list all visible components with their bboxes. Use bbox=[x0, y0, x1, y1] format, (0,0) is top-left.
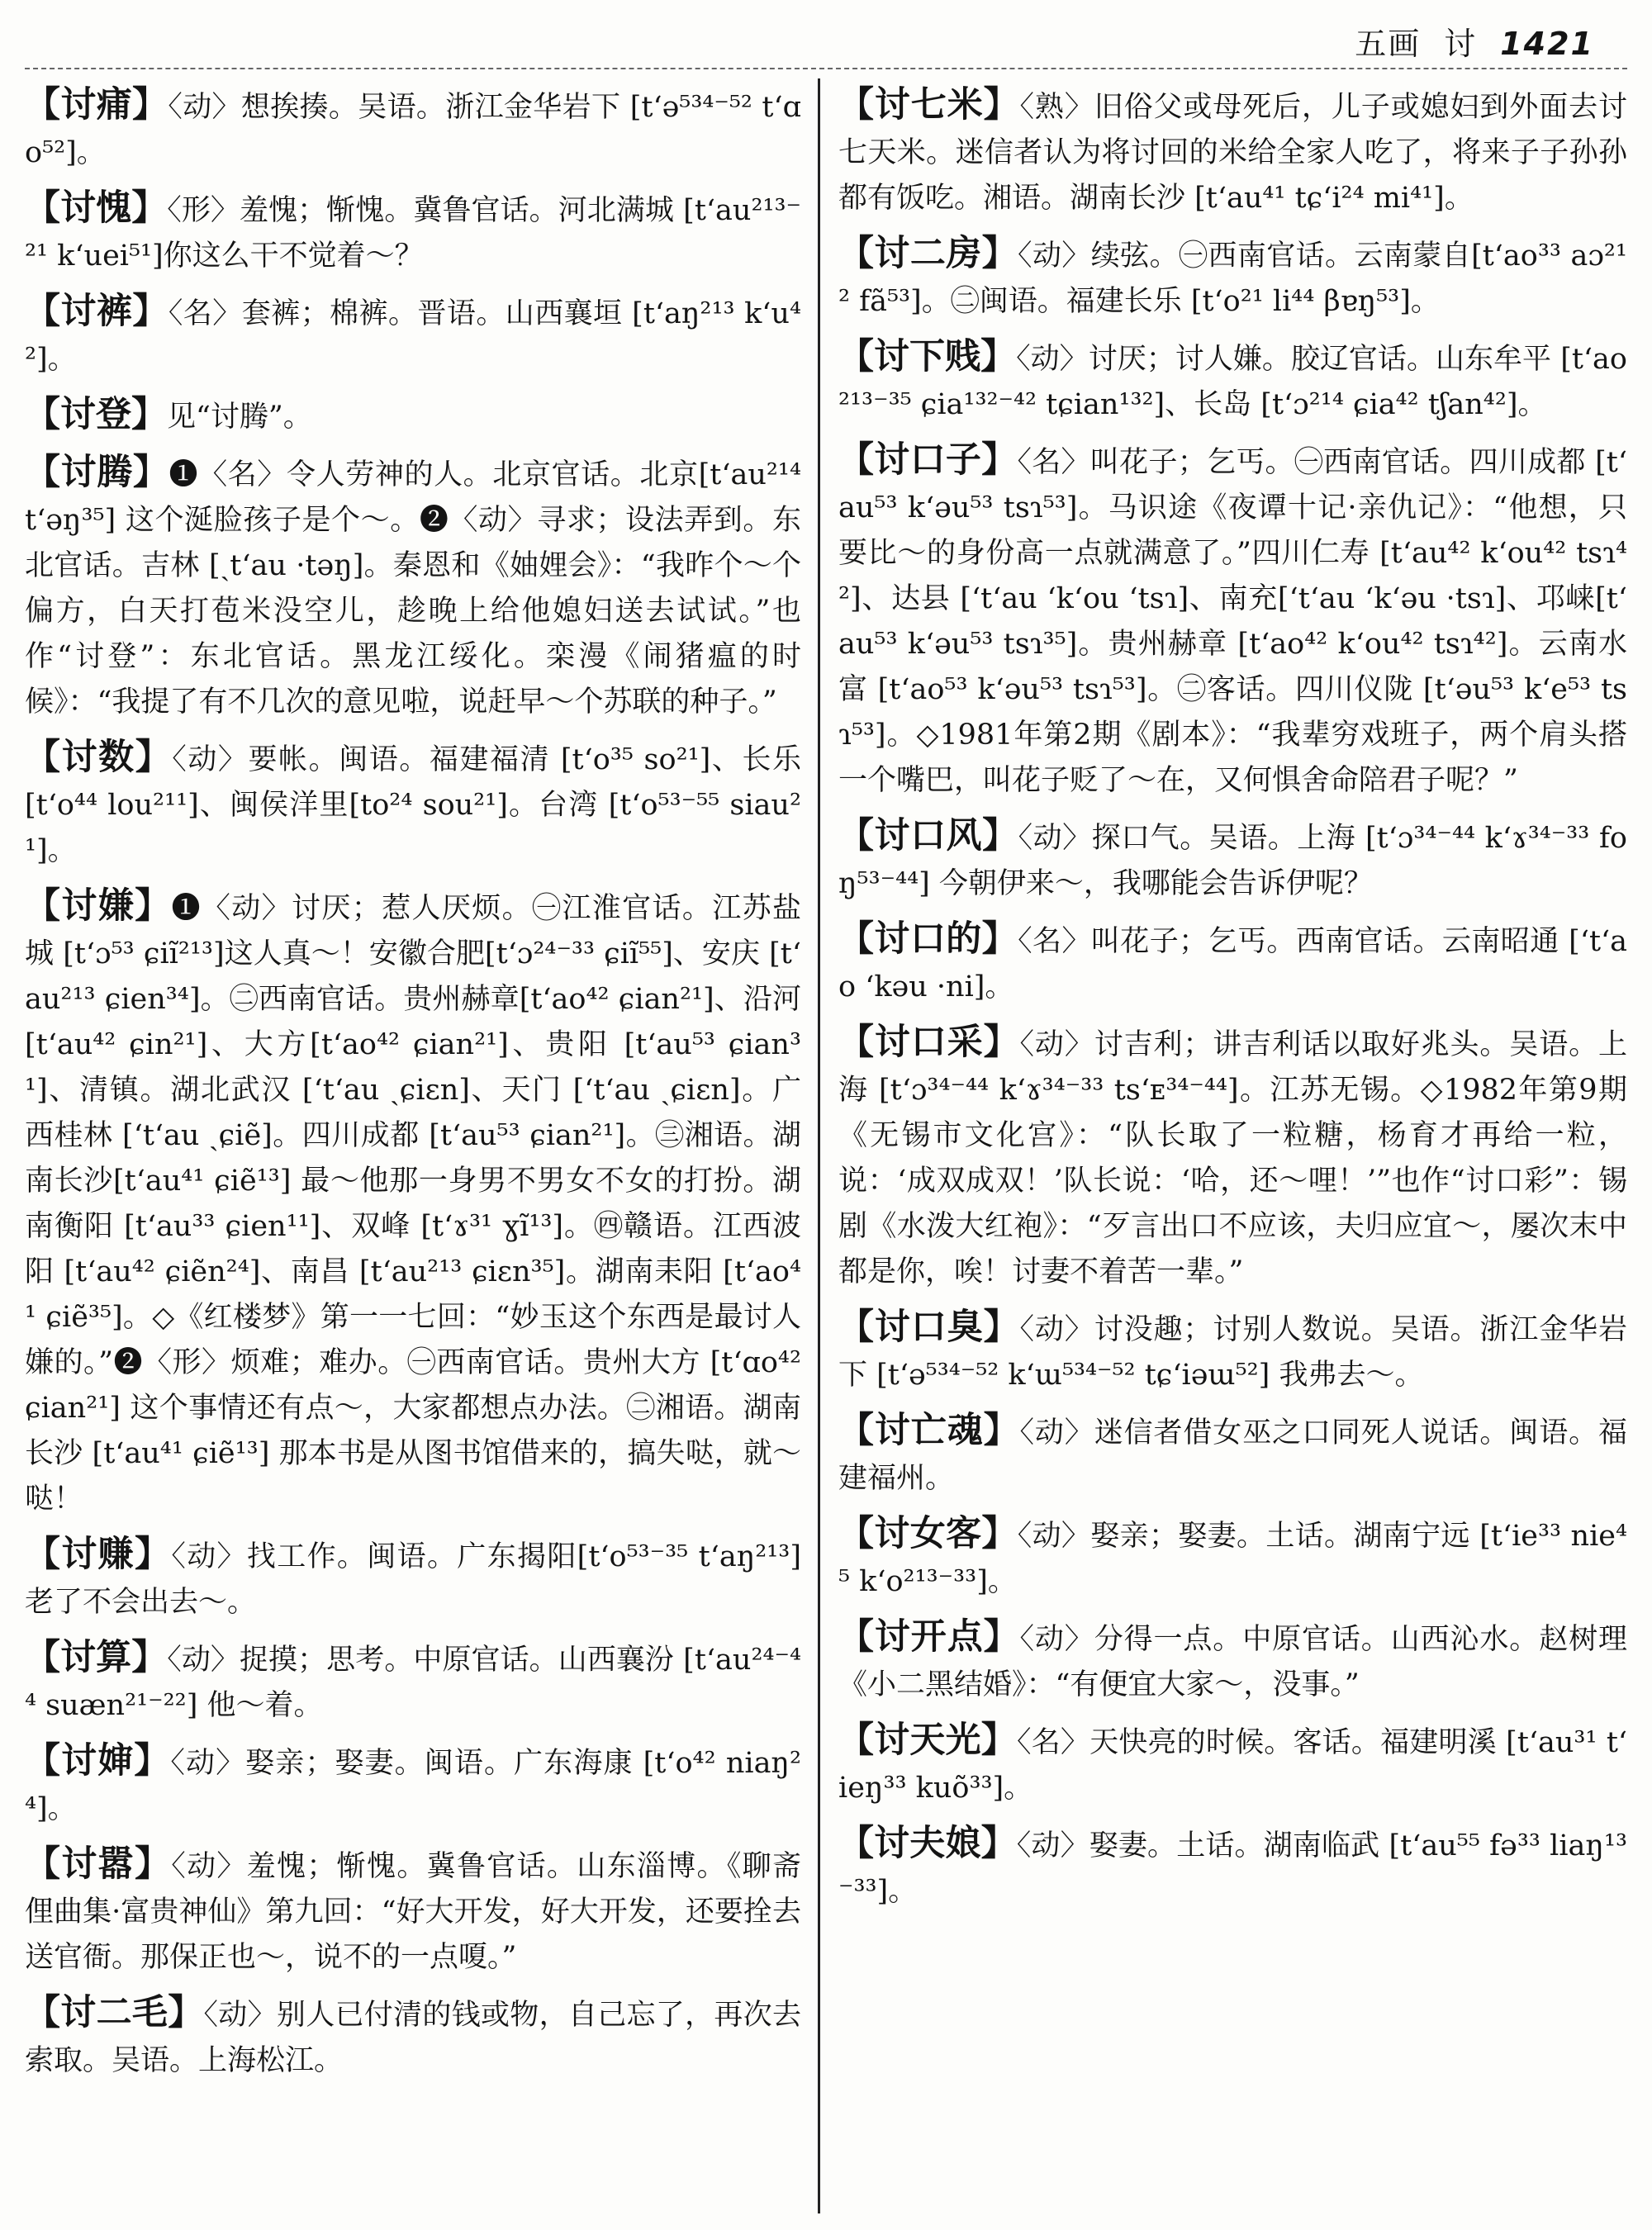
entry-headword: 【讨口风】 bbox=[838, 815, 1018, 856]
entry-headword: 【讨算】 bbox=[25, 1637, 168, 1678]
entry-headword: 【讨口的】 bbox=[838, 918, 1018, 960]
entry-definition: 〈动〉娶亲；娶妻。闽语。广东海康 [tʻo⁴² niaŋ²⁴]。 bbox=[25, 1747, 801, 1825]
entry-definition: ❶〈动〉讨厌；惹人厌烦。㊀江淮官话。江苏盐城 [tʻɔ⁵³ ɕiĩ²¹³]这人真～！安徽合肥[tʻɔ²⁴⁻³³ ɕiĩ⁵⁵]、安庆 [tʻau²¹³ ɕien³⁴]。㊁西南官话。贵州赫章[tʻao⁴² ɕian²¹]、沿河 [tʻau⁴² ɕin²¹]、大方[tʻao⁴² ɕian²¹]、贵阳 [tʻau⁵³ ɕian³¹]、清镇。湖北武汉 [ʻtʻau ˏɕiɛn]、天门 [ʻtʻau ˏɕiɛn]。广西桂林 [ʻtʻau ˏɕiẽ]。四川成都 [tʻau⁵³ ɕian²¹]。㊂湘语。湖南长沙[tʻau⁴¹ ɕiẽ¹³] 最～他那一身男不男女不女的打扮。湖南衡阳 [tʻau³³ ɕien¹¹]、双峰 [tʻɤ³¹ ɣĩ¹³]。㊃赣语。江西波阳 [tʻau⁴² ɕiẽn²⁴]、南昌 [tʻau²¹³ ɕiɛn³⁵]。湖南耒阳 [tʻao⁴¹ ɕiẽ³⁵]。◇《红楼梦》第一一七回：“妙玉这个东西是最讨人嫌的。”❷〈形〉烦难；难办。㊀西南官话。贵州大方 [tʻɑo⁴² ɕian²¹] 这个事情还有点～，大家都想点办法。㊁湘语。湖南长沙 [tʻau⁴¹ ɕiẽ¹³] 那本书是从图书馆借来的，搞失哒，就～哒！ bbox=[25, 892, 801, 1516]
entry-definition: 〈动〉讨吉利；讲吉利话以取好兆头。吴语。上海 [tʻɔ³⁴⁻⁴⁴ kʻɤ³⁴⁻³³ tsʻᴇ³⁴⁻⁴⁴]。江苏无锡。◇1982年第9期《无锡市文化宫》：“队长取了一粒糖，杨育才再给一粒，说：‘成双成双！’队长说：‘哈，还～哩！’”也作“讨口彩”：锡剧《水泼大红袍》：“歹言出口不应该，夫归应宜～，屡次末中都是你，唉！讨妻不着苦一辈。” bbox=[838, 1028, 1627, 1288]
entry-headword: 【讨婶】 bbox=[25, 1740, 171, 1782]
dictionary-entry bbox=[25, 392, 801, 440]
entry-definition: ❶〈名〉令人劳神的人。北京官话。北京[tʻau²¹⁴ tʻəŋ³⁵] 这个涎脸孩子是个～。❷〈动〉寻求；设法弄到。东北官话。吉林 [ˏtʻau ·təŋ]。秦恩和《妯娌会》：“我昨个～个偏方，白天打苞米没空儿，趁晚上给他媳妇送去试试。”也作“讨登”：东北官话。黑龙江绥化。栾漫《闹猪瘟的时候》：“我提了有不几次的意见啦，说赶早～个苏联的种子。” bbox=[25, 458, 801, 719]
dictionary-entry bbox=[25, 1842, 801, 1981]
right-column bbox=[838, 83, 1627, 2222]
left-column bbox=[25, 83, 801, 2222]
entry-headword: 【讨数】 bbox=[25, 737, 173, 778]
entry-definition: 〈形〉羞愧；惭愧。冀鲁官话。河北满城 [tʻau²¹³⁻²¹ kʻuei⁵¹]你这么干不觉着～？ bbox=[25, 194, 801, 273]
dictionary-entry bbox=[25, 83, 801, 176]
entry-headword: 【讨口子】 bbox=[838, 439, 1018, 481]
dictionary-entry bbox=[25, 1990, 801, 2084]
entry-headword: 【讨二房】 bbox=[838, 233, 1018, 274]
entry-headword: 【讨亡魂】 bbox=[838, 1410, 1020, 1451]
dictionary-entry bbox=[838, 917, 1627, 1010]
entry-definition: 〈名〉套裤；棉裤。晋语。山西襄垣 [tʻaŋ²¹³ kʻu⁴²]。 bbox=[25, 297, 801, 376]
dictionary-entry bbox=[838, 1408, 1627, 1502]
dictionary-entry bbox=[838, 231, 1627, 325]
dictionary-entry bbox=[25, 1532, 801, 1625]
entry-headword: 【讨嚣】 bbox=[25, 1843, 172, 1885]
dictionary-entry bbox=[838, 83, 1627, 221]
dictionary-entry bbox=[838, 814, 1627, 907]
entry-definition: 见“讨腾”。 bbox=[167, 401, 312, 434]
dictionary-entry bbox=[838, 1615, 1627, 1708]
dictionary-entry bbox=[838, 438, 1627, 804]
entry-headword: 【讨痡】 bbox=[25, 84, 169, 126]
entry-headword: 【讨赚】 bbox=[25, 1534, 172, 1575]
dictionary-entry bbox=[25, 450, 801, 725]
dictionary-entry bbox=[838, 1020, 1627, 1295]
dictionary-entry bbox=[25, 1635, 801, 1729]
entry-headword: 【讨口采】 bbox=[838, 1022, 1020, 1063]
dictionary-entry bbox=[838, 1305, 1627, 1398]
entry-definition: 〈动〉捉摸；思考。中原官话。山西襄汾 [tʻau²⁴⁻⁴⁴ suæn²¹⁻²²] 他～着。 bbox=[25, 1644, 801, 1722]
entry-headword: 【讨开点】 bbox=[838, 1616, 1020, 1658]
entry-definition: 〈动〉分得一点。中原官话。山西沁水。赵树理《小二黑结婚》：“有便宜大家～，没事。” bbox=[838, 1623, 1627, 1701]
entry-definition: 〈名〉叫花子；乞丐。西南官话。云南昭通 [ʻtʻao ʻkəu ·ni]。 bbox=[838, 925, 1627, 1004]
entry-definition: 〈动〉羞愧；惭愧。冀鲁官话。山东淄博。《聊斋俚曲集·富贵神仙》第九回：“好大开发，好大开发，还要拴去送官衙。那保正也～，说不的一点嗄。” bbox=[25, 1850, 801, 1974]
dictionary-entry bbox=[25, 289, 801, 382]
dictionary-entry bbox=[25, 884, 801, 1522]
entry-headword: 【讨女客】 bbox=[838, 1513, 1018, 1554]
entry-definition: 〈动〉迷信者借女巫之口同死人说话。闽语。福建福州。 bbox=[838, 1416, 1627, 1495]
dictionary-entry bbox=[25, 1739, 801, 1832]
entry-headword: 【讨七米】 bbox=[838, 84, 1020, 126]
entry-definition: 〈名〉天快亮的时候。客话。福建明溪 [tʻau³¹ tʻieŋ³³ kuõ³³]。 bbox=[838, 1726, 1627, 1805]
entry-headword: 【讨天光】 bbox=[838, 1720, 1017, 1761]
header-section: 五画 bbox=[1355, 26, 1422, 62]
entry-definition: 〈动〉想挨揍。吴语。浙江金华岩下 [tʻə⁵³⁴⁻⁵² tʻɑo⁵²]。 bbox=[25, 91, 801, 169]
entry-definition: 〈动〉要帐。闽语。福建福清 [tʻo³⁵ so²¹]、长乐 [tʻo⁴⁴ lou²¹¹]、闽侯洋里[to²⁴ sou²¹]。台湾 [tʻo⁵³⁻⁵⁵ siau²¹]。 bbox=[25, 743, 801, 867]
dictionary-entry bbox=[838, 1718, 1627, 1811]
column-divider bbox=[818, 78, 820, 2213]
dictionary-entry bbox=[25, 735, 801, 874]
entry-definition: 〈动〉娶妻。土话。湖南临武 [tʻau⁵⁵ fə³³ liaŋ¹³⁻³³]。 bbox=[838, 1829, 1627, 1908]
header-rule bbox=[25, 68, 1627, 69]
dictionary-entry bbox=[838, 1821, 1627, 1914]
entry-headword: 【讨嫌】 bbox=[25, 885, 172, 927]
entry-headword: 【讨夫娘】 bbox=[838, 1823, 1017, 1864]
entry-definition: 〈名〉叫花子；乞丐。㊀西南官话。四川成都 [tʻau⁵³ kʻəu⁵³ tsɿ⁵³]。马识途《夜谭十记·亲仇记》：“他想，只要比～的身份高一点就满意了。”四川仁寿 [tʻau⁴² kʻou⁴² tsɿ⁴²]、达县 [ʻtʻau ʻkʻou ʻtsɿ]、南充[ʻtʻau ʻkʻəu ·tsɿ]、邛崃[tʻau⁵³ kʻəu⁵³ tsɿ³⁵]。贵州赫章 [tʻao⁴² kʻou⁴² tsɿ⁴²]。云南水富 [tʻao⁵³ kʻəu⁵³ tsɿ⁵³]。㊁客话。四川仪陇 [tʻəu⁵³ kʻe⁵³ tsɿ⁵³]。◇1981年第2期《剧本》：“我辈穷戏班子，两个肩头搭一个嘴巴，叫花子贬了～在，又何惧舍命陪君子呢？” bbox=[838, 446, 1627, 797]
dictionary-entry bbox=[838, 334, 1627, 428]
page-number: 1421 bbox=[1500, 26, 1594, 62]
header-character: 讨 bbox=[1444, 26, 1478, 62]
entry-definition: 〈熟〉旧俗父或母死后，儿子或媳妇到外面去讨七天米。迷信者认为将讨回的米给全家人吃了，将来子子孙孙都有饭吃。湘语。湖南长沙 [tʻau⁴¹ tɕʻi²⁴ mi⁴¹]。 bbox=[838, 91, 1627, 215]
entry-headword: 【讨登】 bbox=[25, 394, 167, 435]
dictionary-entry bbox=[25, 186, 801, 279]
entry-headword: 【讨二毛】 bbox=[25, 1992, 204, 2033]
entry-definition: 〈动〉续弦。㊀西南官话。云南蒙自[tʻao³³ aɔ²¹² fã⁵³]。㊁闽语。福建长乐 [tʻo²¹ li⁴⁴ βɐŋ⁵³]。 bbox=[838, 240, 1627, 318]
entry-definition: 〈动〉娶亲；娶妻。土话。湖南宁远 [tʻie³³ nie⁴⁵ kʻo²¹³⁻³³]。 bbox=[838, 1520, 1627, 1598]
entry-headword: 【讨下贱】 bbox=[838, 336, 1017, 377]
entry-definition: 〈动〉找工作。闽语。广东揭阳[tʻo⁵³⁻³⁵ tʻaŋ²¹³] 老了不会出去～。 bbox=[25, 1540, 801, 1619]
entry-headword: 【讨裤】 bbox=[25, 291, 169, 332]
entry-definition: 〈动〉探口气。吴语。上海 [tʻɔ³⁴⁻⁴⁴ kʻɤ³⁴⁻³³ foŋ⁵³⁻⁴⁴] 今朝伊来～，我哪能会告诉伊呢？ bbox=[838, 822, 1627, 900]
entry-headword: 【讨腾】 bbox=[25, 452, 169, 493]
entry-definition: 〈动〉讨没趣；讨别人数说。吴语。浙江金华岩下 [tʻə⁵³⁴⁻⁵² kʻɯ⁵³⁴⁻⁵² tɕʻiəɯ⁵²] 我弗去～。 bbox=[838, 1313, 1627, 1392]
running-header bbox=[1355, 18, 1594, 64]
entry-headword: 【讨口臭】 bbox=[838, 1307, 1020, 1348]
entry-definition: 〈动〉别人已付清的钱或物，自己忘了，再次去索取。吴语。上海松江。 bbox=[25, 1999, 801, 2077]
entry-definition: 〈动〉讨厌；讨人嫌。胶辽官话。山东牟平 [tʻao²¹³⁻³⁵ ɕia¹³²⁻⁴² tɕian¹³²]、长岛 [tʻɔ²¹⁴ ɕia⁴² tʃan⁴²]。 bbox=[838, 343, 1627, 421]
entry-headword: 【讨愧】 bbox=[25, 187, 168, 229]
dictionary-entry bbox=[838, 1511, 1627, 1605]
